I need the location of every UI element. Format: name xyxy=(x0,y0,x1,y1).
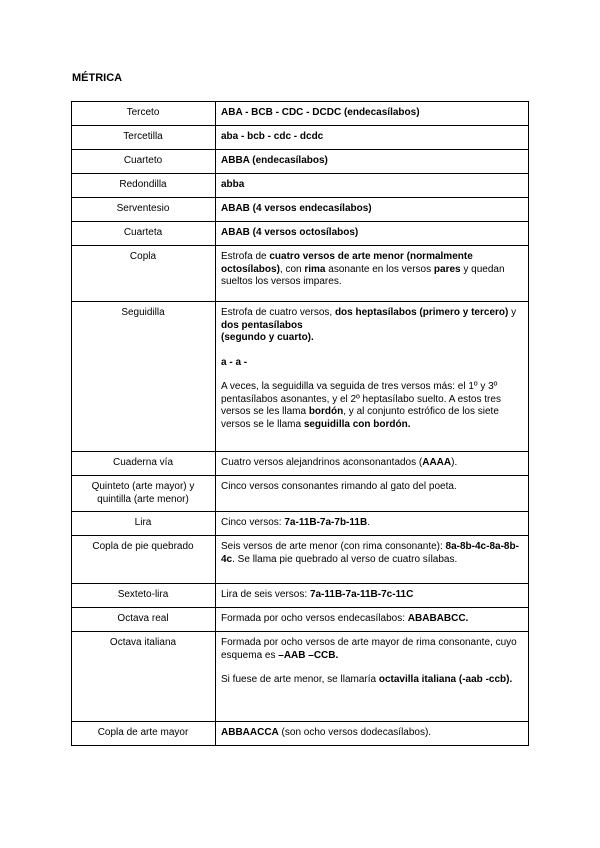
table-row xyxy=(72,584,529,608)
text: Cuatro versos alejandrinos aconsonantados ( xyxy=(221,457,423,468)
stanza-name: Sexteto-lira xyxy=(72,584,216,608)
metrica-table xyxy=(71,101,529,746)
stanza-name: Octava real xyxy=(72,608,216,632)
table-row xyxy=(72,174,529,198)
text: . Se llama pie quebrado al verso de cuatro sílabas. xyxy=(232,553,458,565)
paragraph-gap xyxy=(221,345,522,357)
bold-text: ABBA (endecasílabos) xyxy=(221,155,328,166)
bold-text: octavilla italiana (-aab -ccb). xyxy=(378,674,513,685)
text: y xyxy=(508,307,517,318)
text: Cinco versos consonantes rimando al gato del poeta. xyxy=(221,481,457,492)
bold-text: –AAB –CCB. xyxy=(278,649,339,661)
table-row xyxy=(72,150,529,174)
table-row xyxy=(72,102,529,126)
paragraph-gap xyxy=(221,369,522,381)
bold-text: seguidilla con bordón. xyxy=(303,418,411,430)
text: Seis versos de arte menor (con rima consonante): xyxy=(221,541,446,552)
stanza-name: Tercetilla xyxy=(72,126,216,150)
stanza-description xyxy=(216,722,529,746)
stanza-description xyxy=(216,126,529,150)
bold-text: 8a-8b-4c-8a-8b-4c xyxy=(221,541,519,565)
table-row xyxy=(72,632,529,722)
stanza-description xyxy=(216,222,529,246)
bold-text: 7a-11B-7a-7b-11B xyxy=(284,517,368,528)
stanza-description xyxy=(216,608,529,632)
table-row xyxy=(72,198,529,222)
stanza-description xyxy=(216,302,529,452)
stanza-name: Cuarteta xyxy=(72,222,216,246)
stanza-description xyxy=(216,476,529,512)
page-title: MÉTRICA xyxy=(72,72,123,84)
paragraph-gap xyxy=(221,662,522,674)
bold-text: aba - bcb - cdc - dcdc xyxy=(221,131,324,142)
bold-text: ABAB (4 versos endecasílabos) xyxy=(221,203,372,214)
stanza-name: Serventesio xyxy=(72,198,216,222)
stanza-name: Copla de arte mayor xyxy=(72,722,216,746)
text: (son ocho versos dodecasílabos). xyxy=(278,727,432,738)
bold-text: ABA - BCB - CDC - DCDC (endecasílabos) xyxy=(221,107,420,118)
stanza-name: Redondilla xyxy=(72,174,216,198)
bold-text: AAAA xyxy=(422,457,452,468)
table-row xyxy=(72,608,529,632)
bold-text: cuatro versos de arte menor (normalmente octosílabos) xyxy=(221,251,473,275)
stanza-description xyxy=(216,512,529,536)
text: ). xyxy=(451,457,458,468)
text: Cinco versos: xyxy=(221,517,285,528)
text: y quedan sueltos los versos impares. xyxy=(221,263,505,287)
stanza-description xyxy=(216,246,529,302)
table-row xyxy=(72,512,529,536)
stanza-description xyxy=(216,584,529,608)
stanza-description xyxy=(216,452,529,476)
stanza-description xyxy=(216,174,529,198)
text: Si fuese de arte menor, se llamaría xyxy=(221,674,379,685)
text: Formada por ocho versos endecasílabos: xyxy=(221,613,408,624)
bold-text: abba xyxy=(221,179,245,190)
bold-text: ABABABCC. xyxy=(407,613,469,624)
table-row xyxy=(72,126,529,150)
stanza-name: Copla xyxy=(72,246,216,302)
stanza-description xyxy=(216,632,529,722)
text: Estrofa de xyxy=(221,251,270,262)
text: Lira de seis versos: xyxy=(221,589,310,600)
bold-text: dos pentasílabos xyxy=(221,319,303,331)
text: , y al conjunto estrófico de los siete versos se le llama xyxy=(221,406,499,430)
stanza-name: Copla de pie quebrado xyxy=(72,536,216,584)
table-row xyxy=(72,222,529,246)
bold-text: bordón xyxy=(308,406,344,417)
stanza-name: Cuarteto xyxy=(72,150,216,174)
text: , con xyxy=(279,263,305,275)
bold-text: dos heptasílabos (primero y tercero) xyxy=(334,307,509,318)
table-body xyxy=(72,102,529,746)
stanza-description xyxy=(216,536,529,584)
bold-text: ABAB (4 versos octosílabos) xyxy=(221,227,359,238)
table-row xyxy=(72,246,529,302)
bold-text: pares xyxy=(433,263,461,275)
table-row xyxy=(72,302,529,452)
table-row xyxy=(72,722,529,746)
stanza-name: Terceto xyxy=(72,102,216,126)
table-row xyxy=(72,452,529,476)
bold-text: ABBAACCA xyxy=(221,727,279,738)
stanza-description xyxy=(216,198,529,222)
bold-text: a - a - xyxy=(221,356,248,368)
stanza-name: Quinteto (arte mayor) y quintilla (arte menor) xyxy=(72,476,216,512)
text: Estrofa de cuatro versos, xyxy=(221,307,335,318)
table-row xyxy=(72,536,529,584)
table-row xyxy=(72,476,529,512)
text: A veces, la seguidilla va seguida de tres versos más: el 1º y 3º pentasílabos asonantes, y el 2º heptasílabo suelto. A estos tres versos se les llama xyxy=(221,381,501,417)
text: . xyxy=(367,517,370,528)
bold-text: 7a-11B-7a-11B-7c-11C xyxy=(309,589,414,600)
stanza-name: Cuaderna vía xyxy=(72,452,216,476)
stanza-name: Seguidilla xyxy=(72,302,216,452)
text: asonante en los versos xyxy=(325,263,434,275)
stanza-name: Lira xyxy=(72,512,216,536)
stanza-description xyxy=(216,102,529,126)
text: Formada por ocho versos de arte mayor de rima consonante, cuyo esquema es xyxy=(221,637,517,661)
bold-text: (segundo y cuarto). xyxy=(221,332,314,343)
stanza-description xyxy=(216,150,529,174)
bold-text: rima xyxy=(304,263,326,275)
stanza-name: Octava italiana xyxy=(72,632,216,722)
